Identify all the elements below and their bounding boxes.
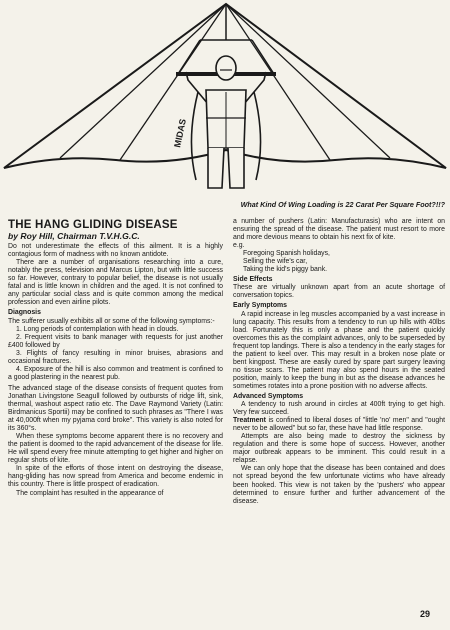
treatment-paragraph <box>233 417 445 433</box>
right-column <box>233 218 445 506</box>
hang-glider-illustration <box>0 0 450 212</box>
paragraph: In spite of the efforts of those intent on destroying the disease, hang-gliding has now spread from America and become endemic in this country. There is little prospect of eradication. <box>8 465 223 489</box>
article-byline: by Roy Hill, Chairman T.V.H.G.C. <box>8 231 140 242</box>
paragraph: A rapid increase in leg muscles accompanied by a vast increase in lung capacity. This results from a tendency to run up hills with 40lbs load. Fortunately this is only a phase and the patient quickly overcomes this as the complaint advances, only to be superseded by frequent top landings. There is also a tendency in the early stages for the patient to keel over. This may result in a broken nose plate or bent kingpost. These are easily cured by spare part surgery leaving no tissue scars. The patient may also spend hours in the seated position, mainly to keep the bung in but as the disease advances he sometimes rotates into a prone position with no adverse affects. <box>233 310 445 390</box>
illustration-caption: What Kind Of Wing Loading is 22 Carat Per Square Foot?!!? <box>240 200 445 209</box>
pilot-name-label: MIDAS <box>172 117 188 149</box>
paragraph: Do not underestimate the effects of this ailment. It is a highly contagious form of madness with no known antidote. <box>8 243 223 259</box>
section-heading-advanced-symptoms: Advanced Symptoms <box>233 392 304 400</box>
paragraph: Attempts are also being made to destroy the sickness by regulation and there is some hope of success. However, another major outbreak appears to be imminent. This could result in a relapse. <box>233 433 445 465</box>
section-heading-early-symptoms: Early Symptoms <box>233 302 287 310</box>
paragraph: When these symptoms become apparent there is no recovery and the patient is doomed to the rapid advancement of the disease for life. He will spend every free minute attempting to get higher and higher on regular shots of kite. <box>8 433 223 465</box>
left-column <box>8 218 223 498</box>
treatment-text: is confined to liberal doses of "little 'no' men" and "ought never to be allowed" but so far, these have had little response. <box>233 417 445 433</box>
symptom-item: 4. Exposure of the hill is also common and treatment is confined to a good plastering in the nearest pub. <box>8 365 223 381</box>
article-title: THE HANG GLIDING DISEASE <box>8 219 178 231</box>
example-item: Foregoing Spanish holidays, <box>243 250 330 258</box>
paragraph: The advanced stage of the disease consists of frequent quotes from Jonathan Livingstone Seagull followed by outbursts of ridge lift, sink, thermal, washout aspect ratio etc. The Dave Raymond Variety (Latin: Birdmanicus Sportii) may be confined to such phrases as "There I was at 40,000ft when my pyjama cord broke". This variety is also noted for its 360°s. <box>8 384 223 433</box>
symptom-item: 1. Long periods of contemplation with head in clouds. <box>16 325 179 333</box>
example-item: Taking the kid's piggy bank. <box>243 266 328 274</box>
paragraph: The complaint has resulted in the appearance of <box>16 489 164 497</box>
treatment-label: Treatment <box>233 417 266 425</box>
symptom-item: 2. Frequent visits to bank manager with requests for just another £400 followed by <box>8 333 223 349</box>
paragraph: a number of pushers (Latin: Manufacturasis) who are intent on ensuring the spread of the disease. The patient must resort to more and more devious means to obtain his next fix of kite. <box>233 218 445 242</box>
paragraph: We can only hope that the disease has been contained and does not spread beyond the few unfortunate victims who have already been hooked. This view is not taken by the 'pushers' who appear determined to ensure further and further advancement of the disease. <box>233 465 445 505</box>
example-item: Selling the wife's car, <box>243 258 308 266</box>
paragraph: The sufferer usually exhibits all or some of the following symptoms:- <box>8 317 215 325</box>
symptom-item: 3. Flights of fancy resulting in minor bruises, abrasions and occasional fractures. <box>8 349 223 365</box>
paragraph: There are a number of organisations researching into a cure, notably the press, television and Marcus Lipton, but with little success so far. However, contrary to popular belief, the disease is not usually fatal and is little known in children and the aged. It is not confined to any particular social class and is quite common among the medical profession and even airline pilots. <box>8 259 223 307</box>
paragraph: These are virtually unknown apart from an acute shortage of conversation topics. <box>233 284 445 300</box>
paragraph: A tendency to rush around in circles at 400ft trying to get high. Very few succeed. <box>233 401 445 417</box>
section-heading-diagnosis: Diagnosis <box>8 309 41 317</box>
eg-label: e.g. <box>233 242 245 250</box>
section-heading-side-effects: Side Effects <box>233 276 273 284</box>
page-number: 29 <box>420 609 431 619</box>
